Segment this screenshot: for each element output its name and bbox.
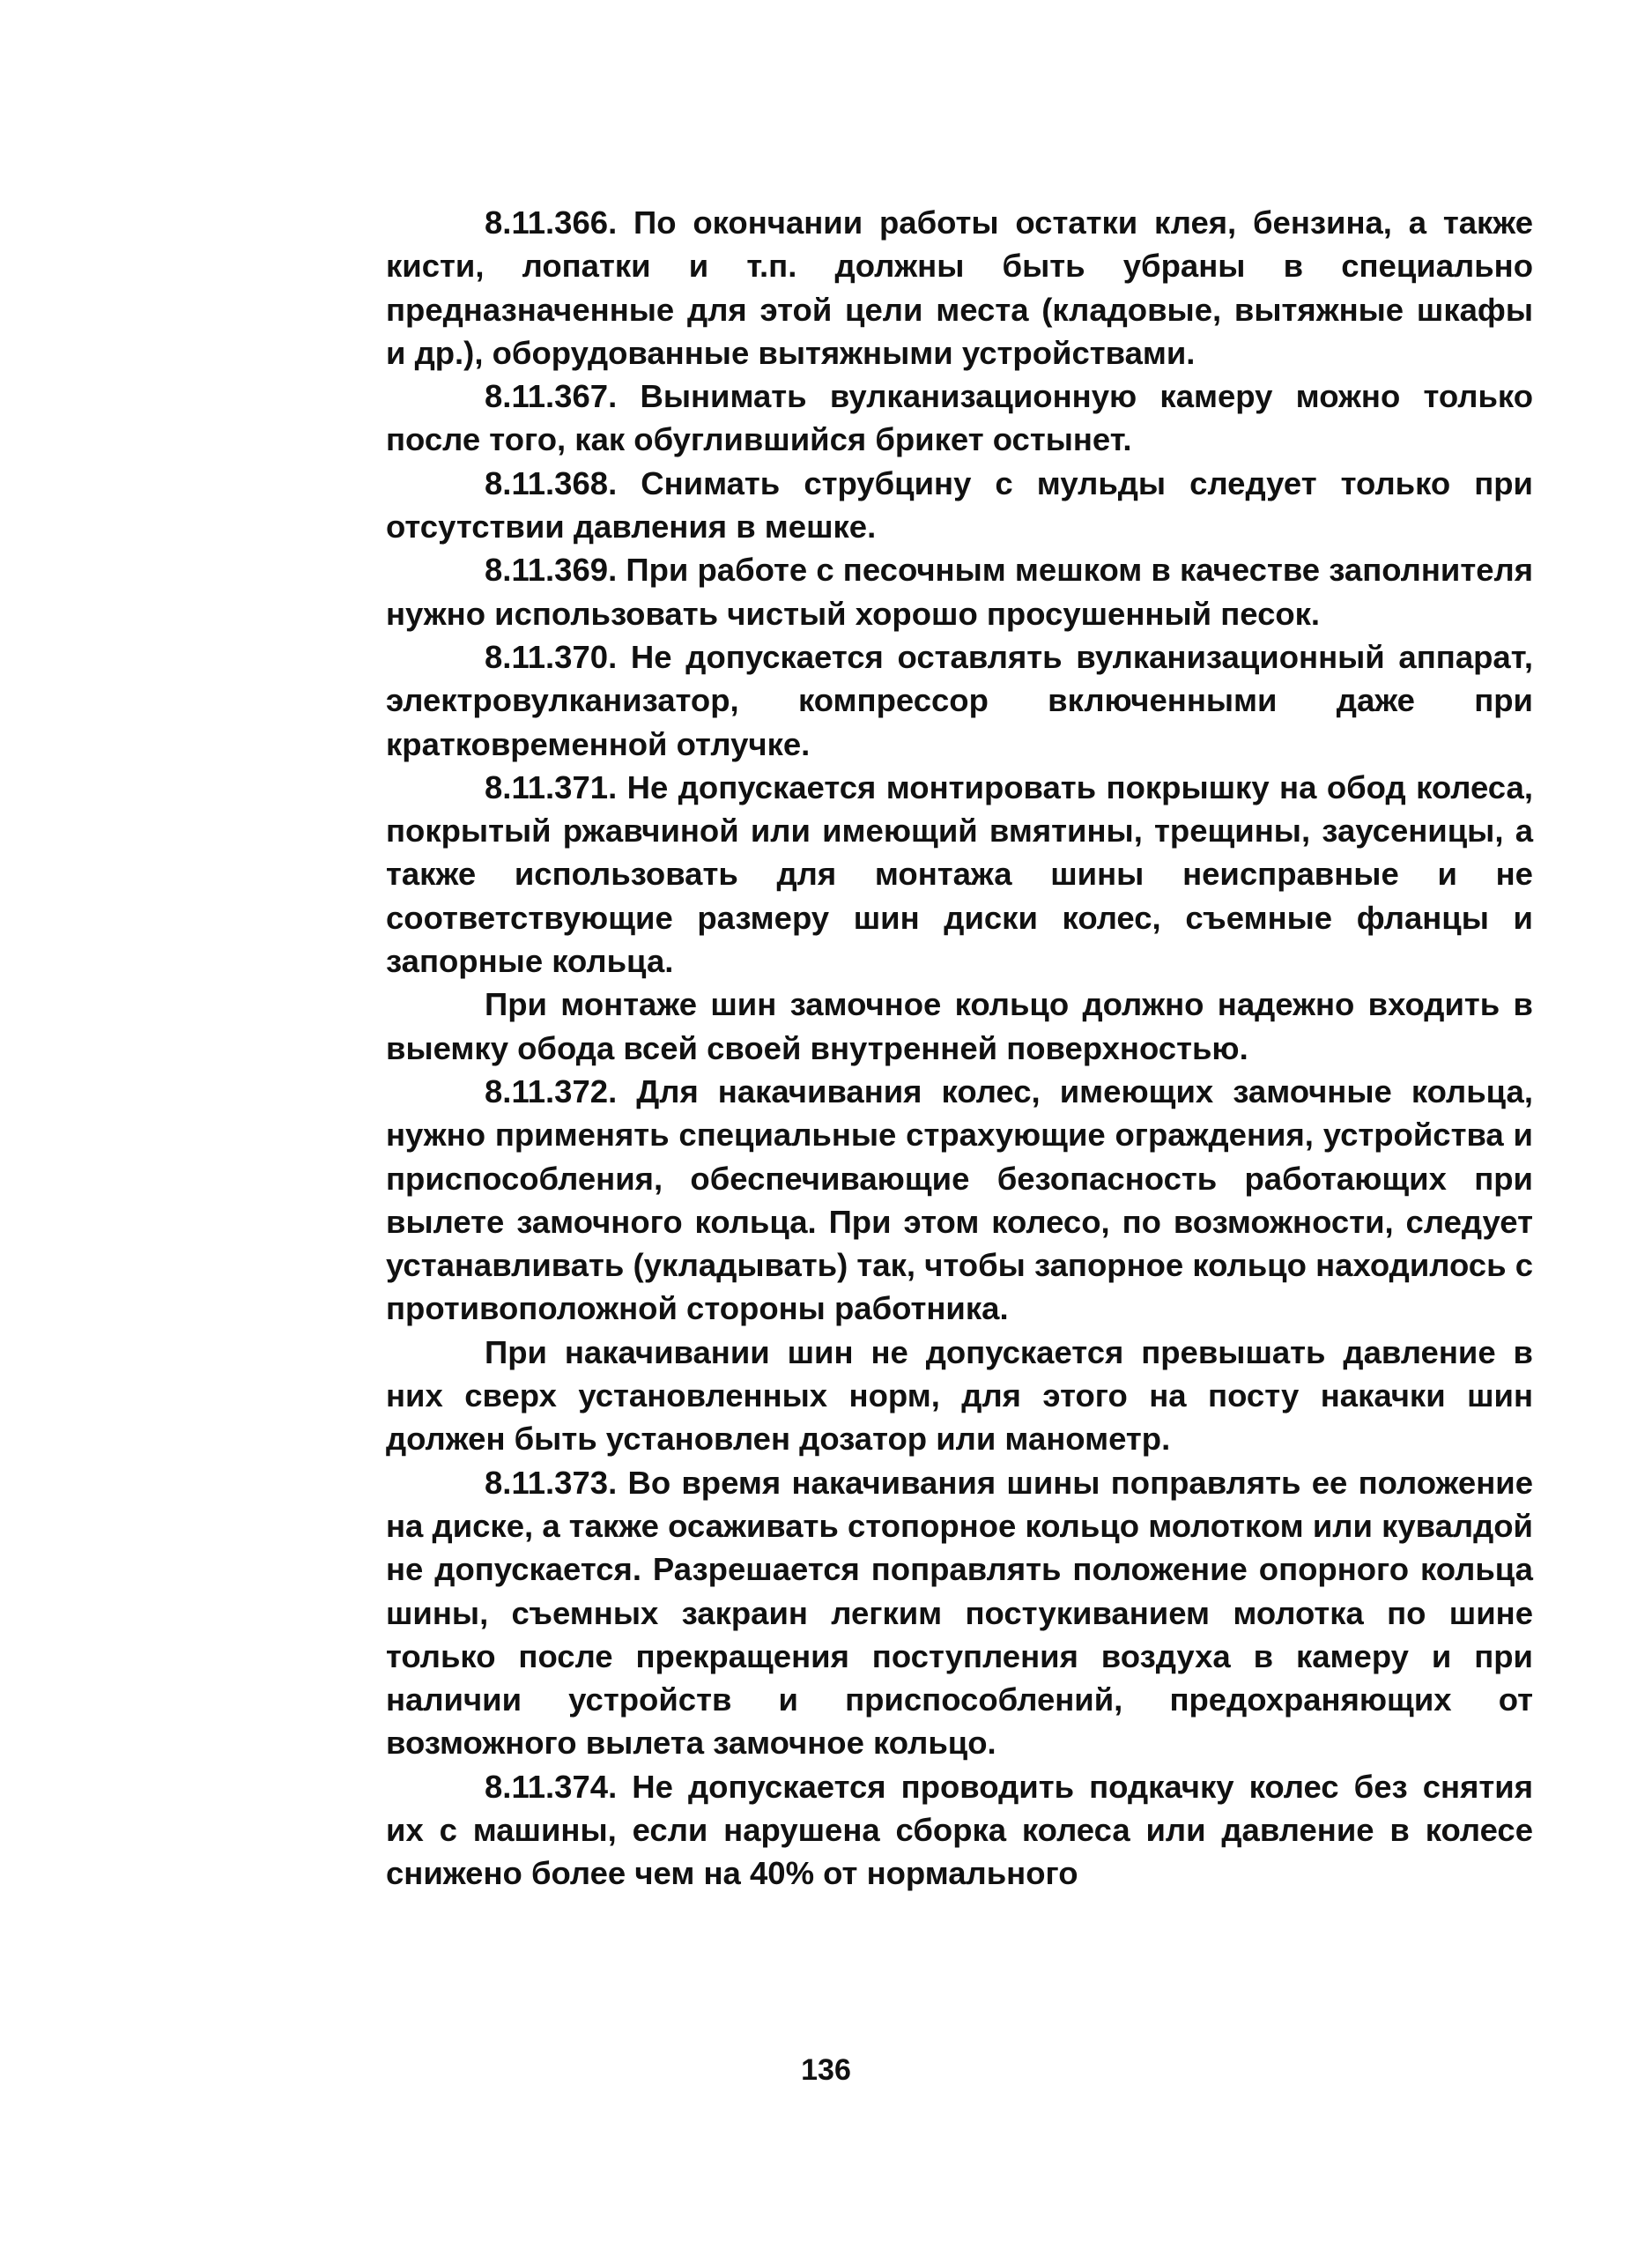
page-number: 136 [801, 2053, 851, 2087]
paragraph-8-11-371-note: При монтаже шин замочное кольцо должно надежно входить в выемку обода всей своей внутренней поверхностью. [386, 986, 1533, 1066]
paragraph-8-11-367: 8.11.367. Вынимать вулканизационную камеру можно только после того, как обуглившийся брикет остынет. [386, 378, 1533, 458]
paragraph-8-11-366: 8.11.366. По окончании работы остатки клея, бензина, а также кисти, лопатки и т.п. должны быть убраны в специально предназначенные для этой цели места (кладовые, вытяжные шкафы и др.), оборудованные вытяжными устройствами. [386, 204, 1533, 371]
paragraph-8-11-369: 8.11.369. При работе с песочным мешком в качестве заполнителя нужно использовать чистый хорошо просушенный песок. [386, 552, 1533, 632]
paragraph-8-11-372: 8.11.372. Для накачивания колес, имеющих замочные кольца, нужно применять специальные страхующие ограждения, устройства и приспособления, обеспечивающие безопасность работающих при вылете замочного кольца. При этом колесо, по возможности, следует устанавливать (укладывать) так, чтобы запорное кольцо находилось с противоположной стороны работника. [386, 1072, 1533, 1327]
paragraph-8-11-373: 8.11.373. Во время накачивания шины поправлять ее положение на диске, а также осаживать стопорное кольцо молотком или кувалдой не допускается. Разрешается поправлять положение опорного кольца шины, съемных закраин легким постукиванием молотка по шине только после прекращения поступления воздуха в камеру и при наличии устройств и приспособлений, предохраняющих от возможного вылета замочное кольцо. [386, 1464, 1533, 1762]
paragraph-8-11-370: 8.11.370. Не допускается оставлять вулканизационный аппарат, электровулканизатор, компрессор включенными даже при кратковременной отлучке. [386, 638, 1533, 762]
paragraph-8-11-374: 8.11.374. Не допускается проводить подкачку колес без снятия их с машины, если нарушена сборка колеса или давление в колесе снижено более чем на 40% от нормального [386, 1768, 1533, 1892]
paragraph-8-11-372-note: При накачивании шин не допускается превышать давление в них сверх установленных норм, для этого на посту накачки шин должен быть установлен дозатор или манометр. [386, 1333, 1533, 1458]
body-text [386, 201, 1533, 1896]
paragraph-8-11-368: 8.11.368. Снимать струбцину с мульды следует только при отсутствии давления в мешке. [386, 464, 1533, 545]
paragraph-8-11-371: 8.11.371. Не допускается монтировать покрышку на обод колеса, покрытый ржавчиной или имеющий вмятины, трещины, заусеницы, а также использовать для монтажа шины неисправные и не соответствующие размеру шин диски колес, съемные фланцы и запорные кольца. [386, 768, 1533, 980]
